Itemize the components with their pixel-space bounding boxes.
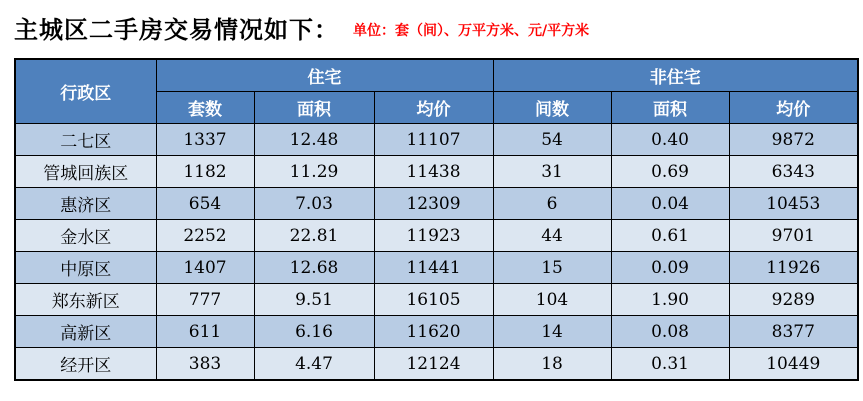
value-cell: 9872 — [729, 124, 858, 156]
value-cell: 10449 — [729, 348, 858, 381]
district-cell: 郑东新区 — [15, 284, 156, 316]
value-cell: 11926 — [729, 252, 858, 284]
table-row — [15, 156, 858, 188]
value-cell: 0.31 — [611, 348, 729, 381]
value-cell: 31 — [493, 156, 611, 188]
group-header-nonresidential: 非住宅 — [493, 59, 858, 92]
col-header-nonres-area: 面积 — [611, 92, 729, 124]
value-cell: 1407 — [156, 252, 254, 284]
col-header-nonres-avgprice: 均价 — [729, 92, 858, 124]
value-cell: 777 — [156, 284, 254, 316]
value-cell: 11441 — [374, 252, 493, 284]
value-cell: 0.69 — [611, 156, 729, 188]
value-cell: 11.29 — [254, 156, 374, 188]
value-cell: 654 — [156, 188, 254, 220]
table-row — [15, 316, 858, 348]
col-header-res-count: 套数 — [156, 92, 254, 124]
group-header-residential: 住宅 — [156, 59, 493, 92]
value-cell: 11438 — [374, 156, 493, 188]
value-cell: 11107 — [374, 124, 493, 156]
value-cell: 6343 — [729, 156, 858, 188]
district-cell: 二七区 — [15, 124, 156, 156]
col-header-res-area: 面积 — [254, 92, 374, 124]
value-cell: 12.48 — [254, 124, 374, 156]
corner-header-district: 行政区 — [15, 59, 156, 124]
value-cell: 9.51 — [254, 284, 374, 316]
col-header-nonres-count: 间数 — [493, 92, 611, 124]
district-cell: 中原区 — [15, 252, 156, 284]
page-title: 主城区二手房交易情况如下： — [14, 15, 339, 44]
value-cell: 1337 — [156, 124, 254, 156]
district-cell: 管城回族区 — [15, 156, 156, 188]
district-cell: 金水区 — [15, 220, 156, 252]
value-cell: 44 — [493, 220, 611, 252]
table-row — [15, 188, 858, 220]
value-cell: 8377 — [729, 316, 858, 348]
value-cell: 6 — [493, 188, 611, 220]
value-cell: 12124 — [374, 348, 493, 381]
value-cell: 16105 — [374, 284, 493, 316]
value-cell: 11923 — [374, 220, 493, 252]
value-cell: 0.08 — [611, 316, 729, 348]
housing-transactions-table — [14, 58, 859, 381]
value-cell: 14 — [493, 316, 611, 348]
table-row — [15, 124, 858, 156]
value-cell: 383 — [156, 348, 254, 381]
value-cell: 12309 — [374, 188, 493, 220]
value-cell: 0.61 — [611, 220, 729, 252]
table-row — [15, 348, 858, 381]
table-row — [15, 220, 858, 252]
header-row-groups — [15, 59, 858, 92]
value-cell: 22.81 — [254, 220, 374, 252]
value-cell: 10453 — [729, 188, 858, 220]
value-cell: 12.68 — [254, 252, 374, 284]
table-row — [15, 284, 858, 316]
value-cell: 0.09 — [611, 252, 729, 284]
value-cell: 4.47 — [254, 348, 374, 381]
value-cell: 104 — [493, 284, 611, 316]
value-cell: 15 — [493, 252, 611, 284]
value-cell: 54 — [493, 124, 611, 156]
value-cell: 9289 — [729, 284, 858, 316]
value-cell: 1.90 — [611, 284, 729, 316]
value-cell: 7.03 — [254, 188, 374, 220]
col-header-res-avgprice: 均价 — [374, 92, 493, 124]
value-cell: 1182 — [156, 156, 254, 188]
value-cell: 0.40 — [611, 124, 729, 156]
district-cell: 惠济区 — [15, 188, 156, 220]
value-cell: 2252 — [156, 220, 254, 252]
table-row — [15, 252, 858, 284]
title-row — [14, 10, 589, 45]
value-cell: 11620 — [374, 316, 493, 348]
value-cell: 611 — [156, 316, 254, 348]
district-cell: 高新区 — [15, 316, 156, 348]
value-cell: 6.16 — [254, 316, 374, 348]
value-cell: 9701 — [729, 220, 858, 252]
district-cell: 经开区 — [15, 348, 156, 381]
unit-note: 单位：套（间）、万平方米、元/平方米 — [353, 23, 590, 39]
value-cell: 0.04 — [611, 188, 729, 220]
value-cell: 18 — [493, 348, 611, 381]
